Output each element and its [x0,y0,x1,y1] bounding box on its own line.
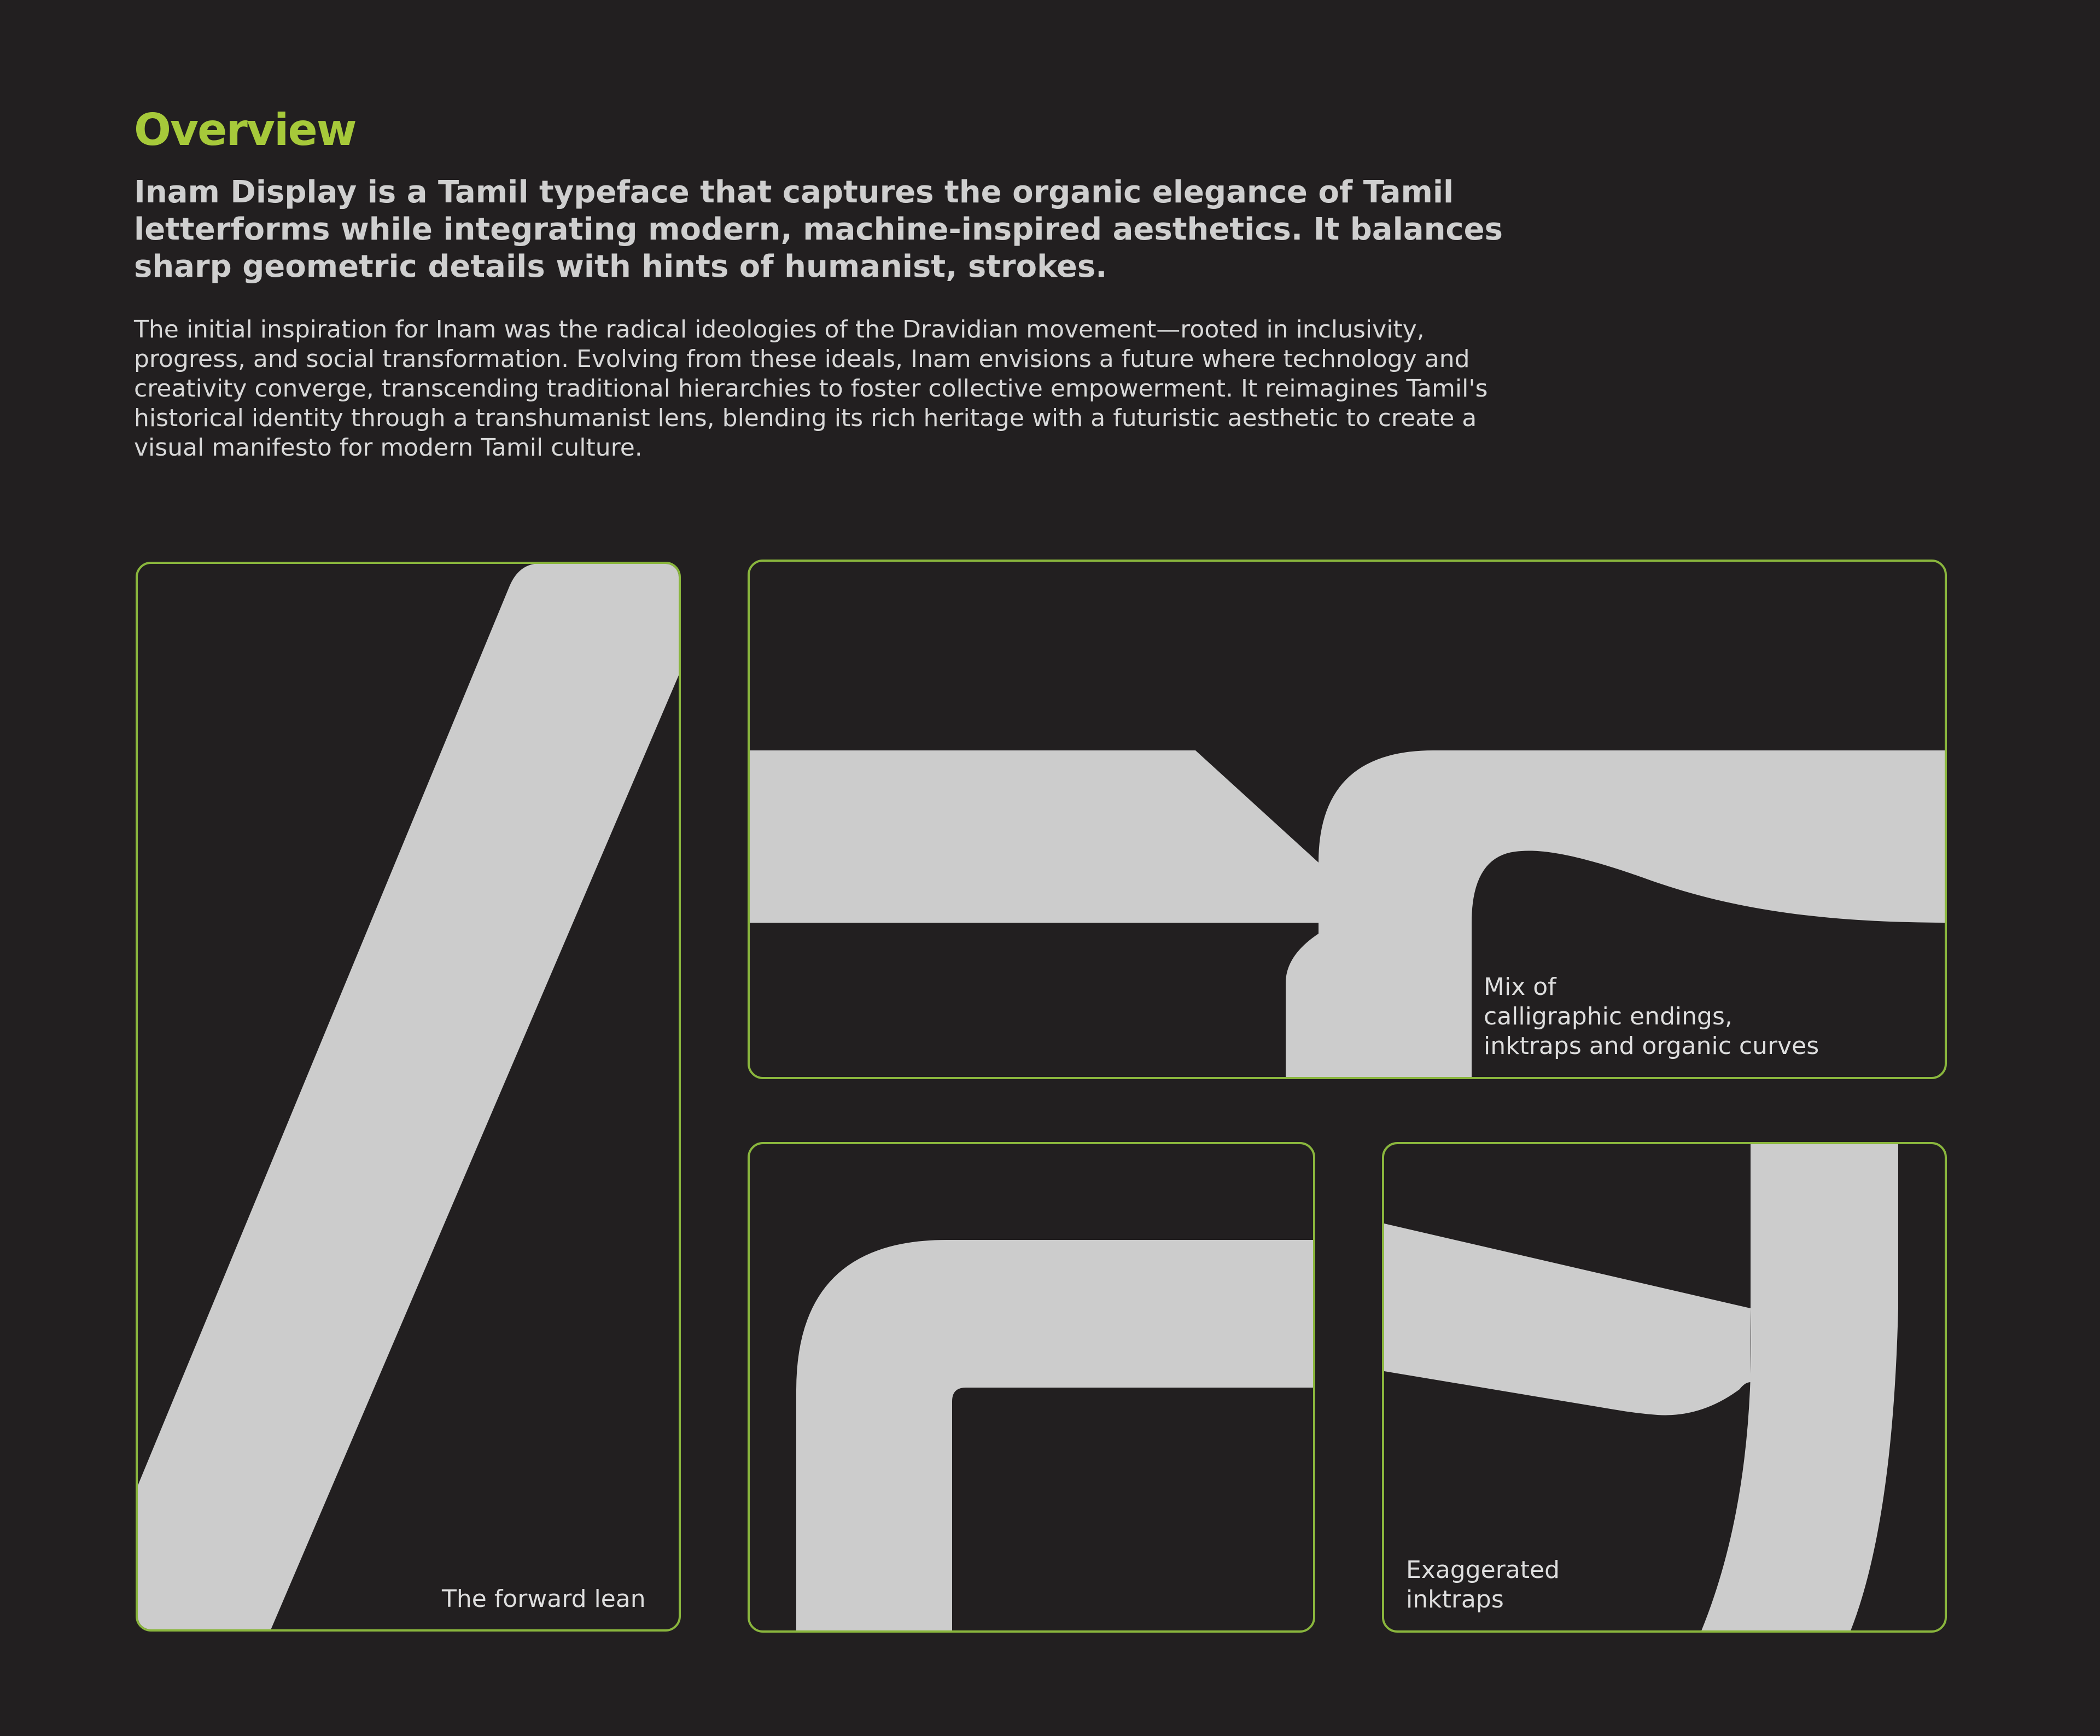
rounded-corner-glyph [750,1144,1315,1633]
forward-lean-caption: The forward lean [442,1585,646,1613]
card-rounded-corner [748,1142,1315,1633]
inktrap-caption: Exaggerated inktraps [1406,1556,1560,1613]
calligraphic-caption: Mix of calligraphic endings, inktraps and organic curves [1484,973,1819,1060]
card-exaggerated-inktraps [1382,1142,1947,1633]
overview-title: Overview [134,104,356,155]
overview-body: The initial inspiration for Inam was the radical ideologies of the Dravidian movement—rooted in inclusivity, progress, and social transformation. Evolving from these ideals, Inam envisions a future where technology and creativity converge, transcending traditional hierarchies to foster collective empowerment. It reimagines Tamil's historical identity through a transhumanist lens, blending its rich heritage with a futuristic aesthetic to create a visual manifesto for modern Tamil culture. [134,316,1488,462]
card-forward-lean [136,562,681,1632]
card-calligraphic-mix [748,560,1947,1079]
forward-lean-glyph [138,564,681,1632]
overview-lead: Inam Display is a Tamil typeface that captures the organic elegance of Tamil letterforms while integrating modern, machine-inspired aesthetics. It balances sharp geometric details with hints of humanist, strokes. [134,174,1503,284]
